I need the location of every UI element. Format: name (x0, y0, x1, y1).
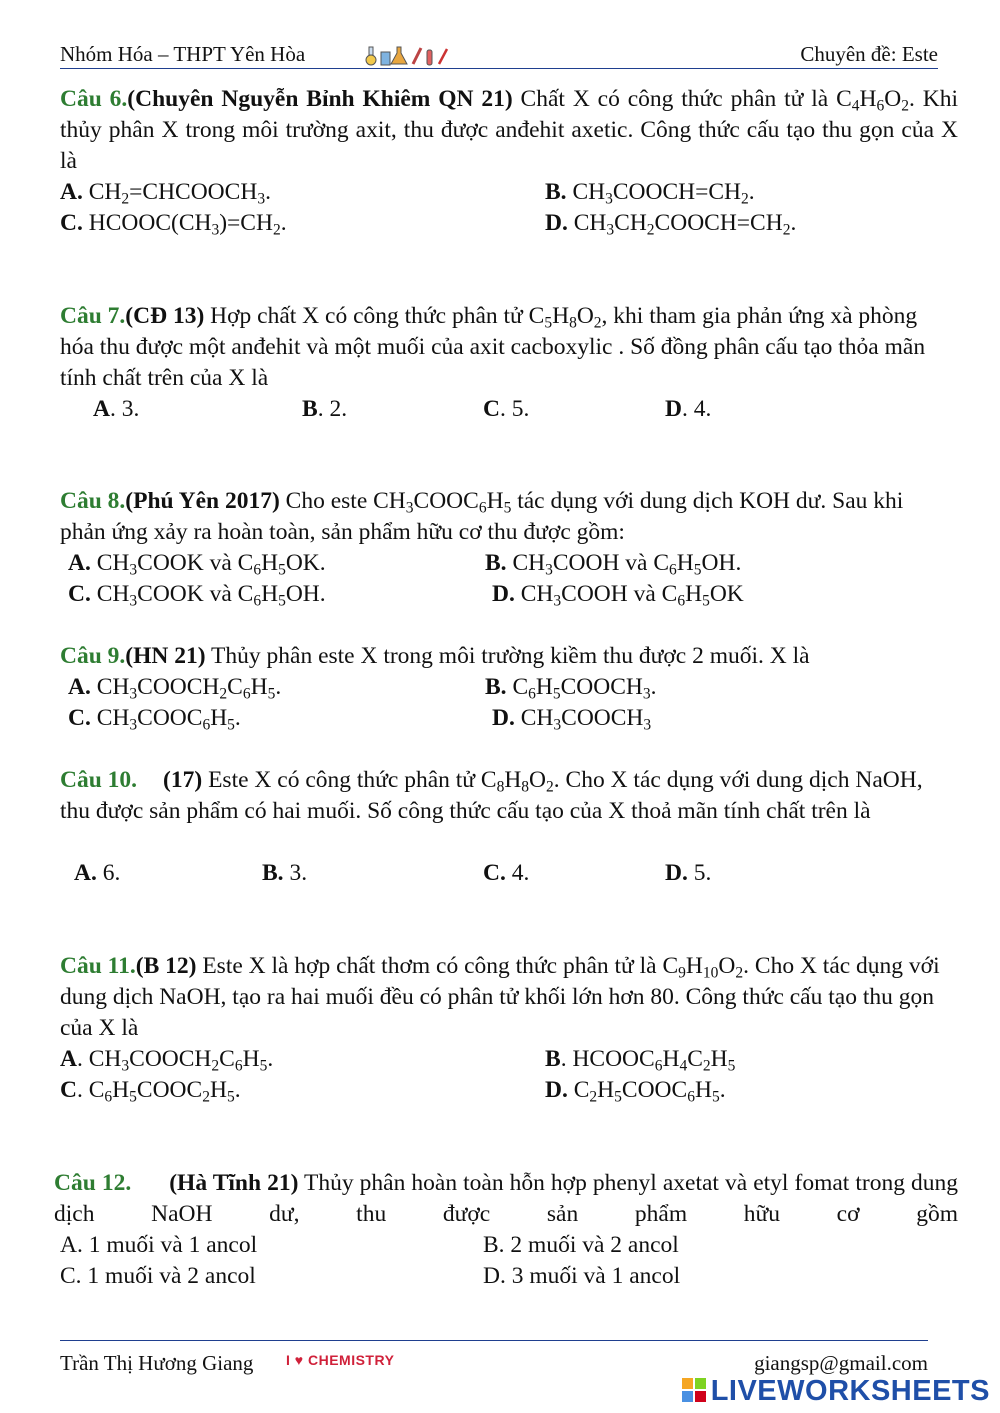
option-a[interactable]: A. $CH_3COOCH_2C_6H_5$. (68, 674, 282, 703)
question-9 (60, 641, 958, 672)
question-stem: Chất X có công thức phân tử là $C_4H_6O_2$. Khi thủy phân X trong môi trường axit, thu được anđehit axetic. Công thức cấu tạo thu gọn của X là (60, 86, 958, 174)
i-love-chemistry-badge: I ♥ CHEMISTRY (286, 1352, 395, 1368)
option-c[interactable]: C. 5. (483, 396, 530, 422)
option-b[interactable]: B. $CH_3COOCH=CH_2$. (545, 179, 755, 208)
option-c[interactable]: C. $CH_3COOC_6H_5$. (68, 705, 241, 734)
page-footer (60, 1340, 928, 1375)
question-stem: Thủy phân este X trong môi trường kiềm thu được 2 muối. X là (205, 643, 810, 669)
question-11 (60, 951, 945, 1044)
question-12 (54, 1168, 958, 1230)
option-a[interactable]: A. $CH_2=CHCOOCH_3$. (60, 179, 271, 208)
footer-author: Trần Thị Hương Giang (60, 1351, 254, 1375)
liveworksheets-brand[interactable] (681, 1375, 990, 1409)
option-a[interactable]: A. 6. (74, 860, 121, 886)
option-c[interactable]: C. 4. (483, 860, 530, 886)
question-number: Câu 7. (60, 303, 126, 329)
option-b[interactable]: B. 2 muối và 2 ancol (483, 1232, 679, 1258)
question-source: (Chuyên Nguyễn Bỉnh Khiêm QN 21) (127, 86, 513, 112)
option-c[interactable]: C. $C_6H_5COOC_2H_5$. (60, 1077, 241, 1106)
question-stem: Hợp chất X có công thức phân tử $C_5H_8O_2$, khi tham gia phản ứng xà phòng hóa thu được một anđehit và một muối của axit cacboxylic . Số đồng phân cấu tạo thỏa mãn tính chất trên của X là (60, 303, 926, 391)
option-d[interactable]: D. 4. (665, 396, 712, 422)
question-stem: Este X có công thức phân tử $C_8H_8O_2$. Cho X tác dụng với dung dịch NaOH, thu được sản phẩm có hai muối. Số công thức cấu tạo của X thoả mãn tính chất trên là (60, 767, 923, 824)
question-number: Câu 6. (60, 86, 128, 112)
question-number: Câu 11. (60, 953, 136, 979)
option-d[interactable]: D. $CH_3CH_2COOCH=CH_2$. (545, 210, 797, 239)
question-number: Câu 8. (60, 488, 126, 514)
header-topic: Chuyên đề: Este (800, 42, 938, 66)
option-d[interactable]: D. 3 muối và 1 ancol (483, 1263, 681, 1289)
option-b[interactable]: B. $CH_3COOH$ và $C_6H_5OH$. (485, 550, 742, 579)
question-number: Câu 10. (60, 767, 138, 793)
option-a[interactable]: A. 1 muối và 1 ancol (60, 1232, 258, 1258)
option-c[interactable]: C. $CH_3COOK$ và $C_6H_5OH$. (68, 581, 326, 610)
option-a[interactable]: A. 3. (93, 396, 140, 422)
option-d[interactable]: D. $C_2H_5COOC_6H_5$. (545, 1077, 726, 1106)
question-source: (B 12) (135, 953, 197, 979)
option-d[interactable]: D. $CH_3COOCH_3$ (492, 705, 652, 734)
question-source: (CĐ 13) (125, 303, 205, 329)
question-stem: Este X là hợp chất thơm có công thức phân tử là $C_9H_{10}O_2$. Cho X tác dụng với dung dịch NaOH, tạo ra hai muối đều có phân tử khối lớn hơn 80. Công thức cấu tạo thu gọn của X là (60, 953, 940, 1041)
question-8 (60, 486, 945, 548)
question-source: (HN 21) (125, 643, 206, 669)
option-d[interactable]: D. $CH_3COOH$ và $C_6H_5OK$ (492, 581, 744, 610)
question-stem: Cho este $CH_3COOC_6H_5$ tác dụng với dung dịch KOH dư. Sau khi phản ứng xảy ra hoàn toàn, sản phẩm hữu cơ thu được gồm: (60, 488, 904, 545)
page-header (60, 42, 938, 69)
liveworksheets-logo-icon (681, 1377, 707, 1403)
liveworksheets-text: LIVEWORKSHEETS (710, 1375, 990, 1407)
footer-email: giangsp@gmail.com (754, 1351, 928, 1375)
question-10 (60, 765, 952, 827)
question-7 (60, 301, 945, 394)
option-c[interactable]: C. $HCOOC(CH_3)=CH_2$. (60, 210, 287, 239)
option-b[interactable]: B. $HCOOC_6H_4C_2H_5$ (545, 1046, 736, 1075)
option-d[interactable]: D. 5. (665, 860, 712, 886)
option-b[interactable]: B. $C_6H_5COOCH_3$. (485, 674, 657, 703)
question-source: (Phú Yên 2017) (125, 488, 280, 514)
option-a[interactable]: A. $CH_3COOK$ và $C_6H_5OK$. (68, 550, 326, 579)
option-b[interactable]: B. 2. (302, 396, 348, 422)
question-source: (Hà Tĩnh 21) (169, 1170, 299, 1196)
question-number: Câu 9. (60, 643, 126, 669)
chemistry-glassware-icons (365, 44, 455, 66)
question-6 (60, 84, 958, 177)
option-c[interactable]: C. 1 muối và 2 ancol (60, 1263, 256, 1289)
question-stem: Thủy phân hoàn toàn hỗn hợp phenyl axetat và etyl fomat trong dung dịch NaOH dư, thu được sản phẩm hữu cơ gồm (54, 1170, 959, 1227)
option-a[interactable]: A. $CH_3COOCH_2C_6H_5$. (60, 1046, 274, 1075)
header-school: Nhóm Hóa – THPT Yên Hòa (60, 42, 306, 66)
question-number: Câu 12. (54, 1170, 132, 1196)
question-source: (17) (163, 767, 203, 793)
option-b[interactable]: B. 3. (262, 860, 308, 886)
